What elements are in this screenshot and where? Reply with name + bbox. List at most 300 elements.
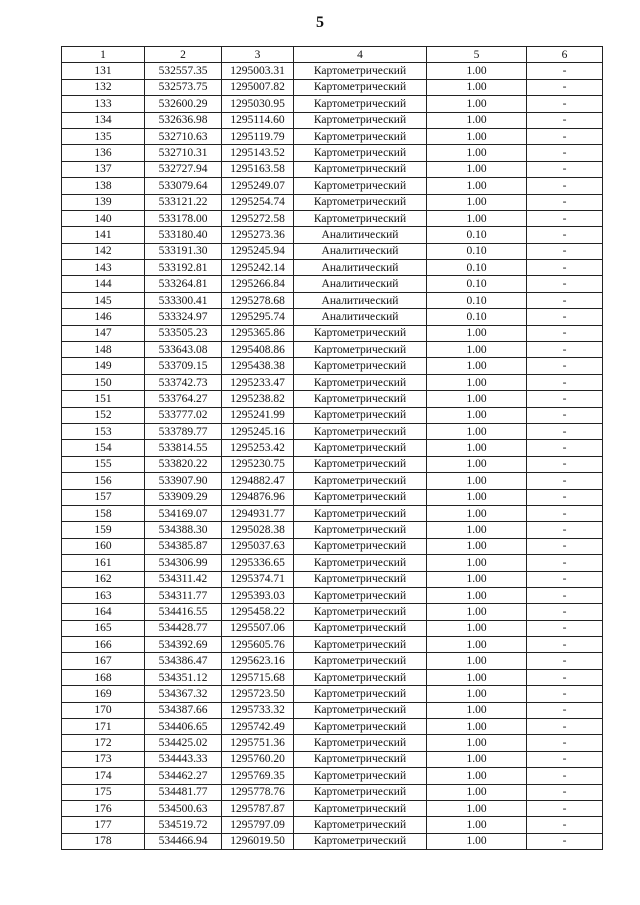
x-coordinate-cell: 534519.72 — [145, 817, 222, 833]
table-row — [62, 719, 603, 735]
y-coordinate-cell: 1295003.31 — [222, 63, 294, 79]
note-cell: - — [527, 751, 603, 767]
x-coordinate-cell: 533192.81 — [145, 260, 222, 276]
point-number-cell: 165 — [62, 620, 145, 636]
y-coordinate-cell: 1295769.35 — [222, 768, 294, 784]
accuracy-cell: 1.00 — [427, 473, 527, 489]
accuracy-cell: 0.10 — [427, 260, 527, 276]
note-cell: - — [527, 79, 603, 95]
point-number-cell: 148 — [62, 342, 145, 358]
x-coordinate-cell: 532573.75 — [145, 79, 222, 95]
method-cell: Картометрический — [294, 79, 427, 95]
accuracy-cell: 1.00 — [427, 194, 527, 210]
accuracy-cell: 1.00 — [427, 833, 527, 849]
column-header: 5 — [427, 47, 527, 63]
point-number-cell: 176 — [62, 800, 145, 816]
method-cell: Картометрический — [294, 407, 427, 423]
method-cell: Картометрический — [294, 538, 427, 554]
accuracy-cell: 1.00 — [427, 817, 527, 833]
method-cell: Картометрический — [294, 505, 427, 521]
table-row — [62, 702, 603, 718]
method-cell: Картометрический — [294, 161, 427, 177]
method-cell: Картометрический — [294, 391, 427, 407]
point-number-cell: 169 — [62, 686, 145, 702]
x-coordinate-cell: 534388.30 — [145, 522, 222, 538]
table-row — [62, 374, 603, 390]
x-coordinate-cell: 533324.97 — [145, 309, 222, 325]
note-cell: - — [527, 489, 603, 505]
accuracy-cell: 1.00 — [427, 702, 527, 718]
table-header-row — [62, 47, 603, 63]
accuracy-cell: 1.00 — [427, 669, 527, 685]
point-number-cell: 173 — [62, 751, 145, 767]
accuracy-cell: 1.00 — [427, 79, 527, 95]
method-cell: Картометрический — [294, 653, 427, 669]
method-cell: Картометрический — [294, 178, 427, 194]
y-coordinate-cell: 1295241.99 — [222, 407, 294, 423]
y-coordinate-cell: 1295623.16 — [222, 653, 294, 669]
table-row — [62, 522, 603, 538]
note-cell: - — [527, 538, 603, 554]
y-coordinate-cell: 1295605.76 — [222, 637, 294, 653]
point-number-cell: 155 — [62, 456, 145, 472]
note-cell: - — [527, 817, 603, 833]
point-number-cell: 131 — [62, 63, 145, 79]
note-cell: - — [527, 620, 603, 636]
accuracy-cell: 1.00 — [427, 161, 527, 177]
method-cell: Картометрический — [294, 637, 427, 653]
y-coordinate-cell: 1295374.71 — [222, 571, 294, 587]
table-row — [62, 669, 603, 685]
y-coordinate-cell: 1295272.58 — [222, 210, 294, 226]
point-number-cell: 178 — [62, 833, 145, 849]
accuracy-cell: 1.00 — [427, 342, 527, 358]
note-cell: - — [527, 342, 603, 358]
point-number-cell: 166 — [62, 637, 145, 653]
point-number-cell: 157 — [62, 489, 145, 505]
point-number-cell: 147 — [62, 325, 145, 341]
method-cell: Картометрический — [294, 571, 427, 587]
y-coordinate-cell: 1295233.47 — [222, 374, 294, 390]
point-number-cell: 163 — [62, 587, 145, 603]
table-row — [62, 96, 603, 112]
method-cell: Картометрический — [294, 817, 427, 833]
x-coordinate-cell: 533814.55 — [145, 440, 222, 456]
column-header: 6 — [527, 47, 603, 63]
note-cell: - — [527, 112, 603, 128]
point-number-cell: 168 — [62, 669, 145, 685]
table-row — [62, 292, 603, 308]
table-row — [62, 260, 603, 276]
table-row — [62, 309, 603, 325]
note-cell: - — [527, 145, 603, 161]
note-cell: - — [527, 161, 603, 177]
point-number-cell: 154 — [62, 440, 145, 456]
note-cell: - — [527, 358, 603, 374]
x-coordinate-cell: 533121.22 — [145, 194, 222, 210]
y-coordinate-cell: 1295408.86 — [222, 342, 294, 358]
x-coordinate-cell: 534385.87 — [145, 538, 222, 554]
table-row — [62, 833, 603, 849]
method-cell: Аналитический — [294, 276, 427, 292]
table-row — [62, 686, 603, 702]
table-body — [62, 63, 603, 850]
point-number-cell: 161 — [62, 555, 145, 571]
table-row — [62, 555, 603, 571]
note-cell: - — [527, 784, 603, 800]
point-number-cell: 153 — [62, 423, 145, 439]
accuracy-cell: 1.00 — [427, 325, 527, 341]
x-coordinate-cell: 533180.40 — [145, 227, 222, 243]
accuracy-cell: 1.00 — [427, 555, 527, 571]
method-cell: Картометрический — [294, 325, 427, 341]
x-coordinate-cell: 534425.02 — [145, 735, 222, 751]
y-coordinate-cell: 1294931.77 — [222, 505, 294, 521]
note-cell: - — [527, 325, 603, 341]
note-cell: - — [527, 407, 603, 423]
method-cell: Картометрический — [294, 751, 427, 767]
point-number-cell: 145 — [62, 292, 145, 308]
accuracy-cell: 0.10 — [427, 309, 527, 325]
x-coordinate-cell: 533907.90 — [145, 473, 222, 489]
point-number-cell: 159 — [62, 522, 145, 538]
y-coordinate-cell: 1295230.75 — [222, 456, 294, 472]
method-cell: Картометрический — [294, 194, 427, 210]
accuracy-cell: 0.10 — [427, 292, 527, 308]
table-row — [62, 423, 603, 439]
accuracy-cell: 1.00 — [427, 637, 527, 653]
table-row — [62, 587, 603, 603]
x-coordinate-cell: 532710.31 — [145, 145, 222, 161]
method-cell: Картометрический — [294, 735, 427, 751]
point-number-cell: 175 — [62, 784, 145, 800]
table-row — [62, 620, 603, 636]
accuracy-cell: 1.00 — [427, 210, 527, 226]
point-number-cell: 152 — [62, 407, 145, 423]
table-row — [62, 276, 603, 292]
y-coordinate-cell: 1295119.79 — [222, 128, 294, 144]
method-cell: Картометрический — [294, 210, 427, 226]
accuracy-cell: 1.00 — [427, 407, 527, 423]
point-number-cell: 151 — [62, 391, 145, 407]
note-cell: - — [527, 768, 603, 784]
point-number-cell: 135 — [62, 128, 145, 144]
table-row — [62, 227, 603, 243]
x-coordinate-cell: 534392.69 — [145, 637, 222, 653]
method-cell: Картометрический — [294, 555, 427, 571]
table-row — [62, 751, 603, 767]
note-cell: - — [527, 604, 603, 620]
point-number-cell: 144 — [62, 276, 145, 292]
accuracy-cell: 1.00 — [427, 374, 527, 390]
note-cell: - — [527, 96, 603, 112]
point-number-cell: 172 — [62, 735, 145, 751]
accuracy-cell: 1.00 — [427, 505, 527, 521]
note-cell: - — [527, 669, 603, 685]
accuracy-cell: 1.00 — [427, 571, 527, 587]
column-header: 1 — [62, 47, 145, 63]
x-coordinate-cell: 533742.73 — [145, 374, 222, 390]
method-cell: Картометрический — [294, 604, 427, 620]
x-coordinate-cell: 533505.23 — [145, 325, 222, 341]
x-coordinate-cell: 534500.63 — [145, 800, 222, 816]
x-coordinate-cell: 533643.08 — [145, 342, 222, 358]
note-cell: - — [527, 653, 603, 669]
method-cell: Картометрический — [294, 768, 427, 784]
table-row — [62, 817, 603, 833]
method-cell: Картометрический — [294, 800, 427, 816]
point-number-cell: 164 — [62, 604, 145, 620]
column-header: 3 — [222, 47, 294, 63]
note-cell: - — [527, 243, 603, 259]
x-coordinate-cell: 533777.02 — [145, 407, 222, 423]
x-coordinate-cell: 532710.63 — [145, 128, 222, 144]
method-cell: Аналитический — [294, 227, 427, 243]
point-number-cell: 136 — [62, 145, 145, 161]
note-cell: - — [527, 587, 603, 603]
x-coordinate-cell: 534443.33 — [145, 751, 222, 767]
y-coordinate-cell: 1295751.36 — [222, 735, 294, 751]
x-coordinate-cell: 534466.94 — [145, 833, 222, 849]
accuracy-cell: 1.00 — [427, 686, 527, 702]
method-cell: Аналитический — [294, 260, 427, 276]
table-row — [62, 63, 603, 79]
accuracy-cell: 1.00 — [427, 751, 527, 767]
accuracy-cell: 1.00 — [427, 538, 527, 554]
accuracy-cell: 1.00 — [427, 178, 527, 194]
y-coordinate-cell: 1295143.52 — [222, 145, 294, 161]
y-coordinate-cell: 1295273.36 — [222, 227, 294, 243]
note-cell: - — [527, 686, 603, 702]
accuracy-cell: 1.00 — [427, 735, 527, 751]
y-coordinate-cell: 1294882.47 — [222, 473, 294, 489]
x-coordinate-cell: 534428.77 — [145, 620, 222, 636]
x-coordinate-cell: 534481.77 — [145, 784, 222, 800]
note-cell: - — [527, 423, 603, 439]
x-coordinate-cell: 533764.27 — [145, 391, 222, 407]
accuracy-cell: 1.00 — [427, 63, 527, 79]
x-coordinate-cell: 534416.55 — [145, 604, 222, 620]
x-coordinate-cell: 534386.47 — [145, 653, 222, 669]
point-number-cell: 156 — [62, 473, 145, 489]
y-coordinate-cell: 1295723.50 — [222, 686, 294, 702]
table-row — [62, 325, 603, 341]
table-row — [62, 538, 603, 554]
table-row — [62, 637, 603, 653]
accuracy-cell: 1.00 — [427, 440, 527, 456]
accuracy-cell: 1.00 — [427, 768, 527, 784]
method-cell: Картометрический — [294, 63, 427, 79]
table-row — [62, 342, 603, 358]
table-row — [62, 768, 603, 784]
y-coordinate-cell: 1295787.87 — [222, 800, 294, 816]
table-row — [62, 243, 603, 259]
point-number-cell: 137 — [62, 161, 145, 177]
point-number-cell: 160 — [62, 538, 145, 554]
table-row — [62, 161, 603, 177]
point-number-cell: 162 — [62, 571, 145, 587]
method-cell: Картометрический — [294, 473, 427, 489]
y-coordinate-cell: 1295238.82 — [222, 391, 294, 407]
y-coordinate-cell: 1295254.74 — [222, 194, 294, 210]
note-cell: - — [527, 440, 603, 456]
table-row — [62, 178, 603, 194]
table-row — [62, 391, 603, 407]
column-header: 2 — [145, 47, 222, 63]
table-row — [62, 571, 603, 587]
page-number: 5 — [316, 14, 324, 31]
accuracy-cell: 1.00 — [427, 587, 527, 603]
x-coordinate-cell: 532600.29 — [145, 96, 222, 112]
table-row — [62, 800, 603, 816]
note-cell: - — [527, 637, 603, 653]
accuracy-cell: 1.00 — [427, 391, 527, 407]
point-number-cell: 143 — [62, 260, 145, 276]
point-number-cell: 134 — [62, 112, 145, 128]
note-cell: - — [527, 702, 603, 718]
x-coordinate-cell: 534387.66 — [145, 702, 222, 718]
coordinates-table — [61, 46, 603, 850]
y-coordinate-cell: 1295245.16 — [222, 423, 294, 439]
y-coordinate-cell: 1295245.94 — [222, 243, 294, 259]
y-coordinate-cell: 1295365.86 — [222, 325, 294, 341]
y-coordinate-cell: 1295163.58 — [222, 161, 294, 177]
method-cell: Картометрический — [294, 686, 427, 702]
note-cell: - — [527, 473, 603, 489]
x-coordinate-cell: 534462.27 — [145, 768, 222, 784]
note-cell: - — [527, 833, 603, 849]
table-row — [62, 440, 603, 456]
point-number-cell: 167 — [62, 653, 145, 669]
method-cell: Картометрический — [294, 423, 427, 439]
note-cell: - — [527, 719, 603, 735]
method-cell: Картометрический — [294, 719, 427, 735]
x-coordinate-cell: 534311.77 — [145, 587, 222, 603]
method-cell: Картометрический — [294, 145, 427, 161]
y-coordinate-cell: 1295242.14 — [222, 260, 294, 276]
note-cell: - — [527, 505, 603, 521]
method-cell: Картометрический — [294, 620, 427, 636]
y-coordinate-cell: 1295742.49 — [222, 719, 294, 735]
point-number-cell: 149 — [62, 358, 145, 374]
y-coordinate-cell: 1295037.63 — [222, 538, 294, 554]
accuracy-cell: 1.00 — [427, 358, 527, 374]
accuracy-cell: 1.00 — [427, 620, 527, 636]
y-coordinate-cell: 1295114.60 — [222, 112, 294, 128]
point-number-cell: 133 — [62, 96, 145, 112]
x-coordinate-cell: 533709.15 — [145, 358, 222, 374]
table-row — [62, 79, 603, 95]
method-cell: Аналитический — [294, 309, 427, 325]
method-cell: Картометрический — [294, 833, 427, 849]
x-coordinate-cell: 532727.94 — [145, 161, 222, 177]
accuracy-cell: 1.00 — [427, 604, 527, 620]
table-row — [62, 456, 603, 472]
note-cell: - — [527, 128, 603, 144]
note-cell: - — [527, 227, 603, 243]
note-cell: - — [527, 276, 603, 292]
y-coordinate-cell: 1295007.82 — [222, 79, 294, 95]
note-cell: - — [527, 292, 603, 308]
accuracy-cell: 1.00 — [427, 128, 527, 144]
table-row — [62, 112, 603, 128]
y-coordinate-cell: 1295253.42 — [222, 440, 294, 456]
method-cell: Картометрический — [294, 128, 427, 144]
y-coordinate-cell: 1295458.22 — [222, 604, 294, 620]
table-row — [62, 210, 603, 226]
note-cell: - — [527, 522, 603, 538]
point-number-cell: 174 — [62, 768, 145, 784]
x-coordinate-cell: 534351.12 — [145, 669, 222, 685]
y-coordinate-cell: 1295438.38 — [222, 358, 294, 374]
method-cell: Картометрический — [294, 456, 427, 472]
method-cell: Картометрический — [294, 358, 427, 374]
accuracy-cell: 1.00 — [427, 456, 527, 472]
method-cell: Аналитический — [294, 243, 427, 259]
note-cell: - — [527, 194, 603, 210]
column-header: 4 — [294, 47, 427, 63]
table-row — [62, 473, 603, 489]
point-number-cell: 141 — [62, 227, 145, 243]
x-coordinate-cell: 534367.32 — [145, 686, 222, 702]
point-number-cell: 132 — [62, 79, 145, 95]
x-coordinate-cell: 533264.81 — [145, 276, 222, 292]
method-cell: Картометрический — [294, 374, 427, 390]
note-cell: - — [527, 735, 603, 751]
note-cell: - — [527, 456, 603, 472]
accuracy-cell: 1.00 — [427, 653, 527, 669]
x-coordinate-cell: 534406.65 — [145, 719, 222, 735]
accuracy-cell: 1.00 — [427, 112, 527, 128]
point-number-cell: 146 — [62, 309, 145, 325]
method-cell: Аналитический — [294, 292, 427, 308]
accuracy-cell: 0.10 — [427, 276, 527, 292]
table-row — [62, 145, 603, 161]
accuracy-cell: 0.10 — [427, 227, 527, 243]
point-number-cell: 158 — [62, 505, 145, 521]
y-coordinate-cell: 1295507.06 — [222, 620, 294, 636]
table-row — [62, 194, 603, 210]
y-coordinate-cell: 1294876.96 — [222, 489, 294, 505]
table-row — [62, 358, 603, 374]
y-coordinate-cell: 1295266.84 — [222, 276, 294, 292]
point-number-cell: 139 — [62, 194, 145, 210]
table-row — [62, 128, 603, 144]
y-coordinate-cell: 1295249.07 — [222, 178, 294, 194]
x-coordinate-cell: 534311.42 — [145, 571, 222, 587]
note-cell: - — [527, 178, 603, 194]
accuracy-cell: 1.00 — [427, 145, 527, 161]
accuracy-cell: 1.00 — [427, 719, 527, 735]
point-number-cell: 140 — [62, 210, 145, 226]
y-coordinate-cell: 1295030.95 — [222, 96, 294, 112]
point-number-cell: 171 — [62, 719, 145, 735]
y-coordinate-cell: 1295393.03 — [222, 587, 294, 603]
x-coordinate-cell: 533178.00 — [145, 210, 222, 226]
x-coordinate-cell: 534306.99 — [145, 555, 222, 571]
x-coordinate-cell: 533191.30 — [145, 243, 222, 259]
y-coordinate-cell: 1295797.09 — [222, 817, 294, 833]
x-coordinate-cell: 533300.41 — [145, 292, 222, 308]
note-cell: - — [527, 63, 603, 79]
point-number-cell: 177 — [62, 817, 145, 833]
table-row — [62, 653, 603, 669]
method-cell: Картометрический — [294, 96, 427, 112]
x-coordinate-cell: 533909.29 — [145, 489, 222, 505]
table-row — [62, 505, 603, 521]
note-cell: - — [527, 391, 603, 407]
y-coordinate-cell: 1295295.74 — [222, 309, 294, 325]
